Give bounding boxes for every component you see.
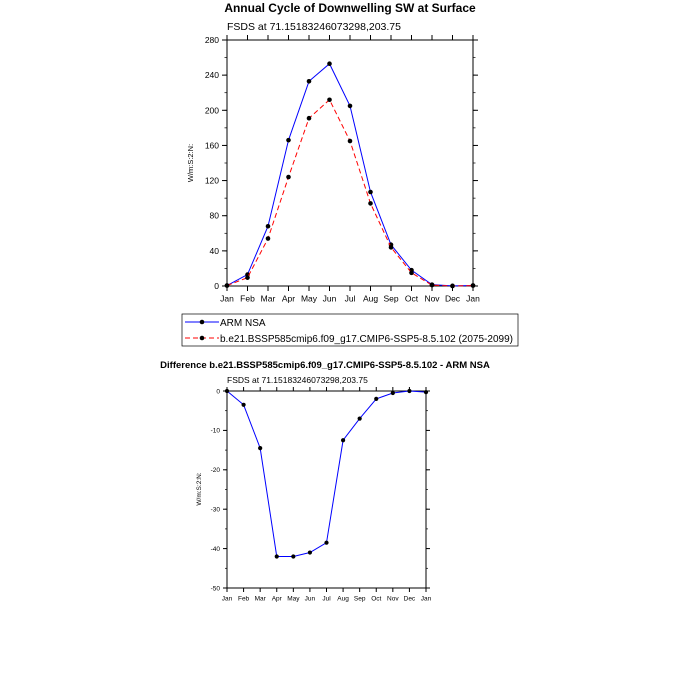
legend-model-label: b.e21.BSSP585cmip6.f09_g17.CMIP6-SSP5-8.5.102 (2075-2099) (220, 334, 513, 345)
legend-obs-label: ARM NSA (220, 318, 266, 329)
top-series-0-point (286, 138, 291, 143)
top-series-1-point (307, 116, 312, 121)
top-series-1-point (430, 283, 435, 288)
top-y-tick-label: 200 (204, 105, 219, 116)
legend (182, 314, 518, 346)
bottom-plot-frame (227, 391, 426, 588)
top-x-tick-label: Jan (220, 293, 234, 304)
top-series-1-point (450, 284, 455, 289)
bottom-y-tick-label: -20 (210, 467, 220, 475)
bottom-x-tick-label: Apr (271, 595, 282, 603)
top-chart-title: Annual Cycle of Downwelling SW at Surface (224, 1, 476, 15)
top-y-tick-label: 280 (204, 34, 219, 45)
bottom-x-tick-label: Aug (337, 595, 349, 603)
bottom-series-0-point (241, 403, 245, 407)
bottom-series-0-line (227, 391, 426, 556)
bottom-series-0-point (225, 389, 229, 393)
top-x-tick-label: Oct (404, 293, 419, 304)
top-series-1-point (471, 283, 476, 288)
bottom-series-0-point (391, 391, 395, 395)
bottom-x-tick-label: Feb (237, 595, 250, 603)
bottom-series-0-point (374, 397, 378, 401)
bottom-y-tick-label: -40 (210, 545, 220, 553)
bottom-series-0-point (407, 389, 411, 393)
bottom-series-0-point (291, 554, 295, 558)
top-x-tick-label: Dec (444, 293, 461, 304)
top-y-tick-label: 160 (204, 140, 219, 151)
top-x-tick-label: Mar (260, 293, 276, 304)
bottom-series-0-point (258, 446, 262, 450)
top-series-0-point (266, 224, 271, 229)
top-series-1-point (389, 245, 394, 250)
bottom-chart-title: Difference b.e21.BSSP585cmip6.f09_g17.CMIP6-SSP5-8.5.102 - ARM NSA (160, 360, 490, 371)
top-series-0-line (227, 64, 473, 286)
top-series-1-point (286, 175, 291, 180)
bottom-x-tick-label: Nov (387, 595, 399, 603)
top-series-0-point (348, 104, 353, 109)
bottom-series-0-point (308, 550, 312, 554)
top-series-0-point (327, 61, 332, 66)
top-y-tick-label: 40 (209, 245, 219, 256)
bottom-x-tick-label: Oct (371, 595, 382, 603)
top-y-tick-label: 120 (204, 175, 219, 186)
bottom-series-0-point (324, 541, 328, 545)
bottom-chart-subtitle: FSDS at 71.15183246073298,203.75 (227, 375, 368, 385)
top-x-tick-label: May (300, 293, 318, 304)
top-chart-subtitle: FSDS at 71.15183246073298,203.75 (227, 21, 401, 33)
top-series-1-line (227, 100, 473, 286)
top-series-0-point (368, 190, 373, 195)
top-x-tick-label: Jun (322, 293, 337, 304)
top-series-1-point (225, 283, 230, 288)
bottom-plot (211, 387, 432, 603)
legend-obs-marker (200, 320, 205, 325)
top-series-1-point (245, 275, 250, 280)
top-y-tick-label: 80 (209, 210, 219, 221)
top-x-tick-label: Jan (466, 293, 480, 304)
bottom-series-0-point (358, 416, 362, 420)
bottom-x-tick-label: Jun (304, 595, 316, 603)
top-series-1-point (368, 201, 373, 206)
top-x-tick-label: Aug (362, 293, 379, 304)
top-series-1-point (409, 271, 414, 276)
top-x-tick-label: Sep (383, 293, 399, 304)
bottom-y-tick-label: -30 (210, 506, 220, 514)
bottom-x-tick-label: Jan (420, 595, 432, 603)
bottom-x-tick-label: Jan (221, 595, 233, 603)
top-y-tick-label: 240 (204, 70, 219, 81)
bottom-x-tick-label: Dec (403, 595, 416, 603)
top-series-1-point (266, 236, 271, 241)
bottom-y-axis-label: W/m:S:2:N: (196, 472, 203, 506)
top-y-axis-label: W/m:S:2:N: (186, 143, 195, 183)
bottom-x-tick-label: Sep (353, 595, 366, 603)
bottom-x-tick-label: May (287, 595, 300, 603)
top-series-1-point (348, 139, 353, 144)
bottom-series-0-point (424, 390, 428, 394)
top-x-tick-label: Feb (240, 293, 255, 304)
bottom-series-0-point (341, 438, 345, 442)
top-plot-frame (227, 40, 473, 286)
top-x-tick-label: Nov (424, 293, 440, 304)
bottom-y-tick-label: -50 (210, 585, 220, 593)
bottom-y-tick-label: -10 (210, 427, 220, 435)
top-series-1-point (327, 97, 332, 102)
bottom-y-tick-label: 0 (216, 388, 220, 396)
top-series-0-point (307, 79, 312, 84)
top-x-tick-label: Jul (344, 293, 356, 304)
bottom-series-0-point (275, 554, 279, 558)
top-plot (205, 35, 480, 304)
top-x-tick-label: Apr (281, 293, 296, 304)
legend-model-marker (200, 336, 205, 341)
bottom-x-tick-label: Mar (254, 595, 266, 603)
bottom-x-tick-label: Jul (322, 595, 331, 603)
top-y-tick-label: 0 (214, 280, 219, 291)
